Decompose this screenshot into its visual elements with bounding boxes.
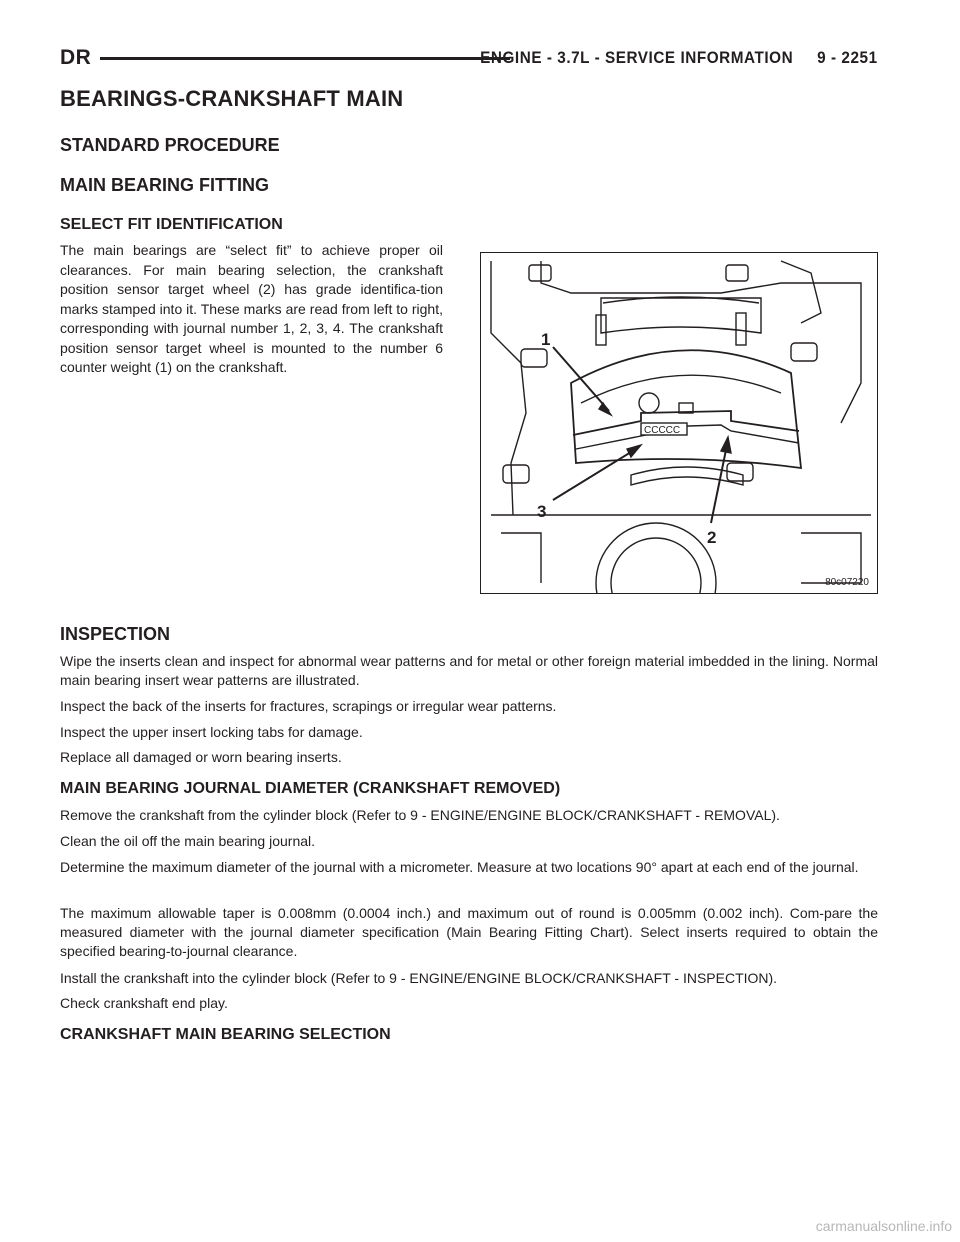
figure-id: 80c07220	[825, 577, 869, 588]
header-rule	[100, 57, 510, 60]
journal-paragraph-3: Determine the maximum diameter of the journal with a micrometer. Measure at two locations 90° apart at each end of the journal.	[60, 859, 859, 875]
heading-bearing-selection: CRANKSHAFT MAIN BEARING SELECTION	[60, 1026, 391, 1043]
grade-marks: CCCCC	[644, 425, 681, 436]
select-fit-paragraph: The main bearings are “select fit” to achieve proper oil clearances. For main bearing selection, the crankshaft position sensor target wheel (2) has grade identifica-tion marks stamped into it. These marks are read from left to right, corresponding with journal number 1, 2, 3, 4. The crankshaft position sensor target wheel is mounted to the number 6 counter weight (1) on the crankshaft.	[60, 242, 443, 375]
heading-journal-diameter: MAIN BEARING JOURNAL DIAMETER (CRANKSHAFT REMOVED)	[60, 780, 561, 797]
page-title: BEARINGS-CRANKSHAFT MAIN	[60, 86, 404, 111]
journal-paragraph-1: Remove the crankshaft from the cylinder block (Refer to 9 - ENGINE/ENGINE BLOCK/CRANKSHAFT - REMOVAL).	[60, 807, 780, 823]
journal-paragraph-4: The maximum allowable taper is 0.008mm (0.0004 inch.) and maximum out of round is 0.005mm (0.002 inch). Com-pare the measured diameter with the journal diameter specification (Main Bearing Fitting Chart). Select inserts required to obtain the specified bearing-to-journal clearance.	[60, 905, 878, 959]
heading-select-fit: SELECT FIT IDENTIFICATION	[60, 216, 283, 233]
journal-paragraph-5: Install the crankshaft into the cylinder block (Refer to 9 - ENGINE/ENGINE BLOCK/CRANKSHAFT - INSPECTION).	[60, 970, 778, 986]
header-model-code: DR	[60, 46, 92, 69]
callout-1: 1	[541, 330, 551, 349]
callout-3: 3	[537, 502, 547, 521]
page-header	[60, 44, 878, 74]
heading-main-bearing-fitting: MAIN BEARING FITTING	[60, 175, 269, 195]
inspection-paragraph-1: Wipe the inserts clean and inspect for abnormal wear patterns and for metal or other foreign material imbedded in the lining. Normal main bearing insert wear patterns are illustrated.	[60, 653, 878, 688]
watermark: carmanualsonline.info	[815, 1218, 952, 1234]
callout-2: 2	[707, 528, 717, 547]
inspection-paragraph-4: Replace all damaged or worn bearing inserts.	[60, 749, 342, 765]
crankshaft-illustration	[481, 253, 877, 593]
crankshaft-figure	[480, 252, 878, 594]
inspection-paragraph-3: Inspect the upper insert locking tabs for damage.	[60, 724, 363, 740]
header-section-page: ENGINE - 3.7L - SERVICE INFORMATION 9 - 2251	[480, 48, 878, 67]
heading-standard-procedure: STANDARD PROCEDURE	[60, 135, 280, 155]
journal-paragraph-6: Check crankshaft end play.	[60, 995, 228, 1011]
inspection-paragraph-2: Inspect the back of the inserts for fractures, scrapings or irregular wear patterns.	[60, 698, 557, 714]
journal-paragraph-2: Clean the oil off the main bearing journal.	[60, 833, 316, 849]
heading-inspection: INSPECTION	[60, 624, 171, 644]
